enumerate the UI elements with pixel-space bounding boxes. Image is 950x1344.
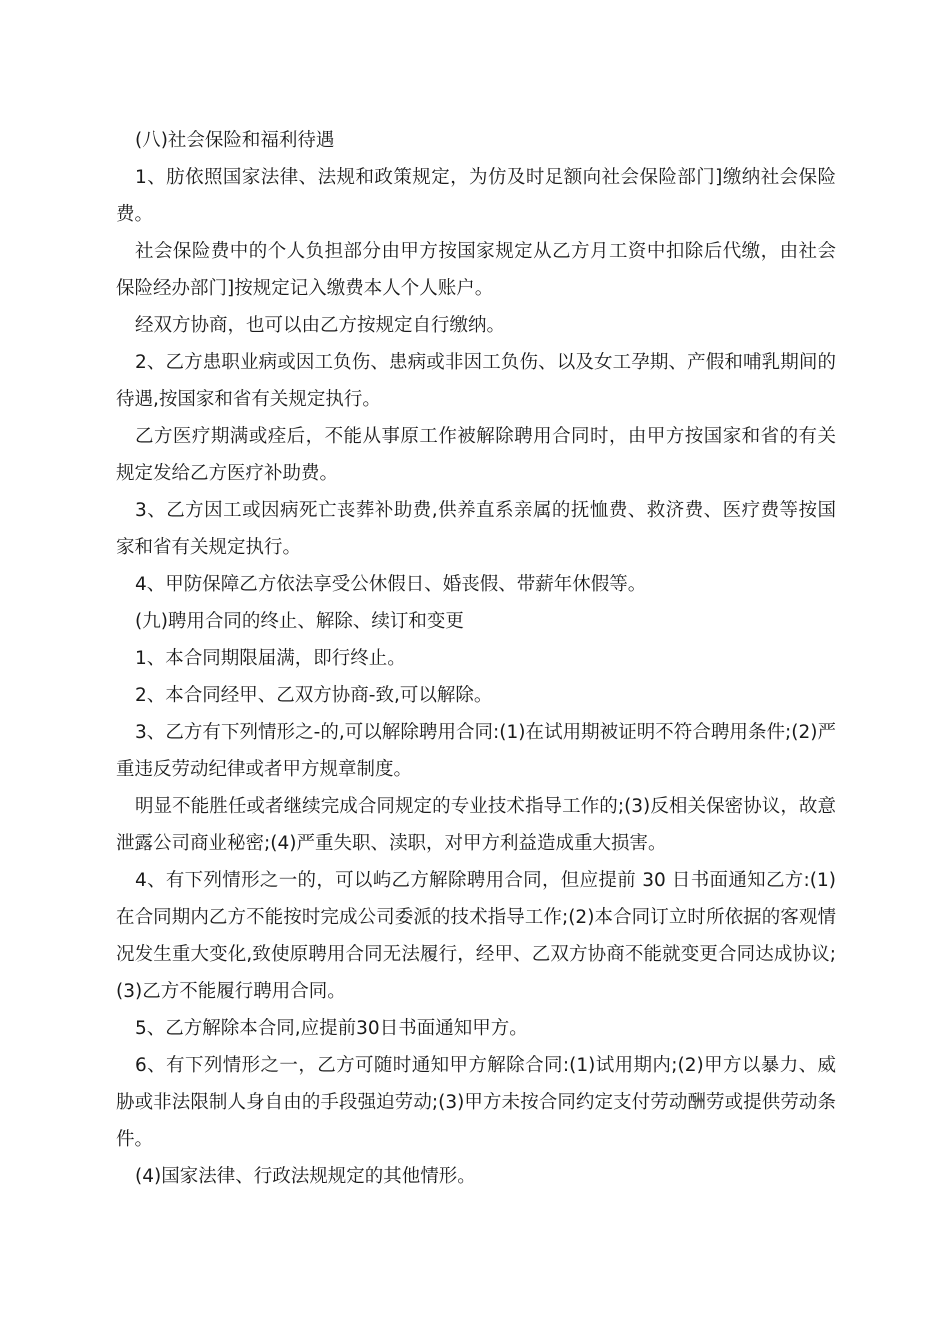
paragraph: 2、本合同经甲、乙双方协商-致,可以解除。 xyxy=(135,685,493,706)
paragraph: 经双方协商，也可以由乙方按规定自行缴纳。 xyxy=(135,315,506,336)
paragraph: 社会保险费中的个人负担部分由甲方按国家规定从乙方月工资中扣除后代缴，由社会保险经办部门]按规定记入缴费本人个人账户。 xyxy=(116,241,836,299)
paragraph: 明显不能胜任或者继续完成合同规定的专业技术指导工作的;(3)反相关保密协议，故意泄露公司商业秘密;(4)严重失职、渎职，对甲方利益造成重大损害。 xyxy=(116,796,836,854)
paragraph: 6、有下列情形之一，乙方可随时通知甲方解除合同:(1)试用期内;(2)甲方以暴力、威胁或非法限制人身自由的手段强迫劳动;(3)甲方未按合同约定支付劳动酬劳或提供劳动条件。 xyxy=(116,1055,836,1150)
paragraph: 4、甲防保障乙方依法享受公休假日、婚丧假、带薪年休假等。 xyxy=(135,574,647,595)
paragraph: 3、乙方有下列情形之-的,可以解除聘用合同:(1)在试用期被证明不符合聘用条件;(2)严重违反劳动纪律或者甲方规章制度。 xyxy=(116,722,836,780)
paragraph: (4)国家法律、行政法规规定的其他情形。 xyxy=(135,1166,476,1187)
paragraph: 乙方医疗期满或痊后，不能从事原工作被解除聘用合同时，由甲方按国家和省的有关规定发给乙方医疗补助费。 xyxy=(116,426,836,484)
section-heading-8: (八)社会保险和福利待遇 xyxy=(135,130,335,151)
paragraph: 2、乙方患职业病或因工负伤、患病或非因工负伤、以及女工孕期、产假和哺乳期间的待遇,按国家和省有关规定执行。 xyxy=(116,352,836,410)
document-body xyxy=(116,122,836,1195)
paragraph: 3、乙方因工或因病死亡丧葬补助费,供养直系亲属的抚恤费、救济费、医疗费等按国家和省有关规定执行。 xyxy=(116,500,836,558)
section-heading-9: (九)聘用合同的终止、解除、续订和变更 xyxy=(135,611,464,632)
paragraph: 4、有下列情形之一的，可以屿乙方解除聘用合同，但应提前 30 日书面通知乙方:(1)在合同期内乙方不能按时完成公司委派的技术指导工作;(2)本合同订立时所依据的客观情况发生重大变化,致使原聘用合同无法履行，经甲、乙双方协商不能就变更合同达成协议;(3)乙方不能履行聘用合同。 xyxy=(116,870,836,1002)
paragraph: 1、本合同期限届满，即行终止。 xyxy=(135,648,406,669)
paragraph: 5、乙方解除本合同,应提前30日书面通知甲方。 xyxy=(135,1018,528,1039)
paragraph: 1、肪依照国家法律、法规和政策规定，为仿及时足额向社会保险部门]缴纳社会保险费。 xyxy=(116,167,836,225)
